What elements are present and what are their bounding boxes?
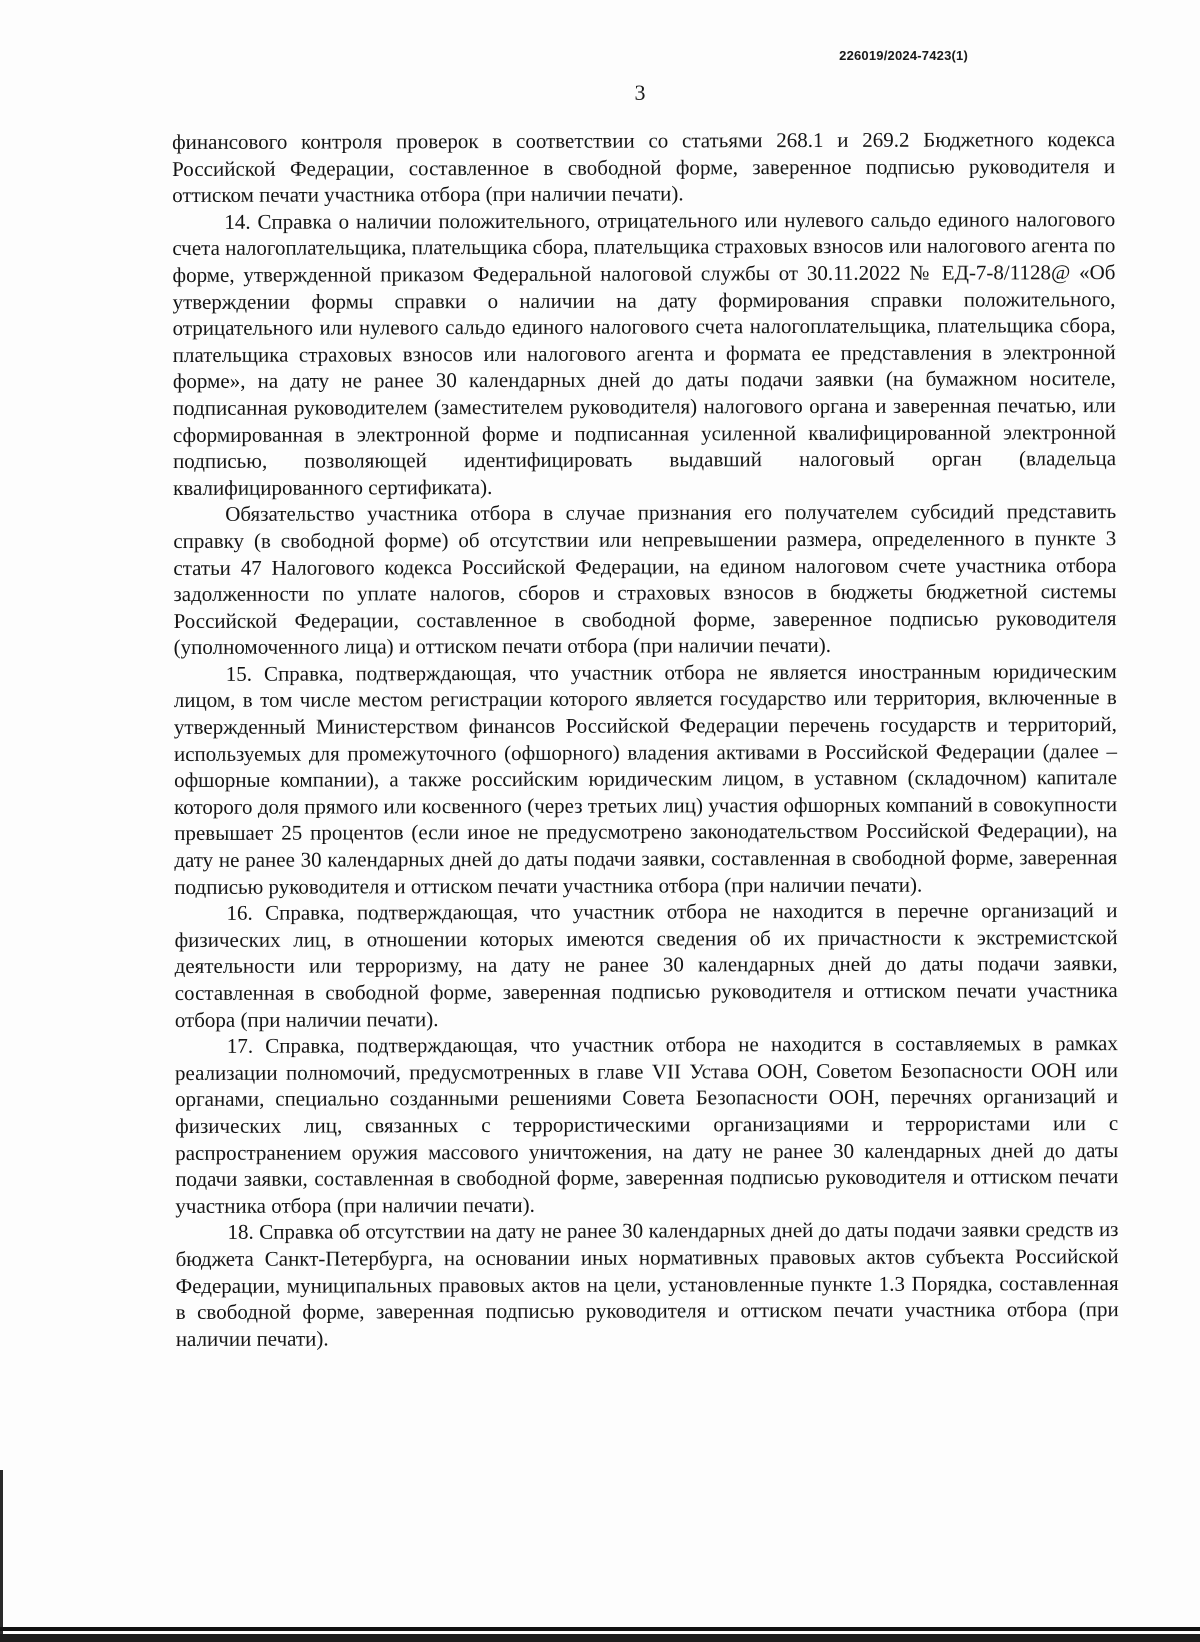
scan-left-edge-artifact xyxy=(0,1470,3,1642)
scan-bottom-line-artifact xyxy=(0,1627,1200,1631)
paragraph-item-15: 15. Справка, подтверждающая, что участник отбора не является иностранным юридическим лицом, в том числе местом регистрации которого является государство или территория, включенные в утвержденный Министерством финансов Российской Федерации перечень государств и территорий, используемых для промежуточного (офшорного) владения активами в Российской Федерации (далее – офшорные компании), а также российским юридическим лицом, в уставном (складочном) капитале которого доля прямого или косвенного (через третьих лиц) участия офшорных компаний в совокупности превышает 25 процентов (если иное не предусмотрено законодательством Российской Федерации), на дату не ранее 30 календарных дней до даты подачи заявки, составленная в свободной форме, заверенная подписью руководителя и оттиском печати участника отбора (при наличии печати). xyxy=(173,658,1118,899)
paragraph-item-17: 17. Справка, подтверждающая, что участник отбора не находится в составляемых в рамках реализации полномочий, предусмотренных в главе VII Устава ООН, Советом Безопасности ООН или органами, специально созданными решениями Совета Безопасности ООН, перечнях организаций и физических лиц, связанных с террористическими организациями и террористами или с распространением оружия массового уничтожения, на дату не ранее 30 календарных дней до даты подачи заявки, составленная в свободной форме, заверенная подписью руководителя и оттиском печати участника отбора (при наличии печати). xyxy=(174,1031,1119,1218)
paragraph-item-14: 14. Справка о наличии положительного, отрицательного или нулевого сальдо единого налогового счета налогоплательщика, плательщика сбора, плательщика страховых взносов или налогового агента по форме, утвержденной приказом Федеральной налоговой службы от 30.11.2022 № ЕД-7-8/1128@ «Об утверждении формы справки о наличии на дату формирования справки положительного, отрицательного или нулевого сальдо единого налогового счета налогоплательщика, плательщика сбора, плательщика страховых взносов или налогового агента и формата ее представления в электронной форме», на дату не ранее 30 календарных дней до даты подачи заявки (на бумажном носителе, подписанная руководителем (заместителем руководителя) налогового органа и заверенная печатью, или сформированная в электронной форме и подписанная усиленной квалифицированной электронной подписью, позволяющей идентифицировать выдавший налоговый орган (владельца квалифицированного сертификата). xyxy=(172,206,1117,500)
scan-bottom-edge-artifact xyxy=(0,1634,1200,1642)
paragraph-obligation: Обязательство участника отбора в случае признания его получателем субсидий представить справку (в свободной форме) об отсутствии или непревышении размера, определенного в пункте 3 статьи 47 Налогового кодекса Российской Федерации, на едином налоговом счете участника отбора задолженности по уплате налогов, сборов и страховых взносов в бюджеты бюджетной системы Российской Федерации, составленное в свободной форме, заверенное подписью руководителя (уполномоченного лица) и оттиском печати отбора (при наличии печати). xyxy=(173,499,1117,660)
document-body xyxy=(172,126,1119,1352)
paragraph-item-16: 16. Справка, подтверждающая, что участник отбора не находится в перечне организаций и физических лиц, в отношении которых имеются сведения об их причастности к экстремистской деятельности или терроризму, на дату не ранее 30 календарных дней до даты подачи заявки, составленная в свободной форме, заверенная подписью руководителя и оттиском печати участника отбора (при наличии печати). xyxy=(174,898,1118,1032)
page-number: 3 xyxy=(634,80,646,105)
document-registration-number: 226019/2024-7423(1) xyxy=(839,48,968,63)
paragraph-item-18: 18. Справка об отсутствии на дату не ранее 30 календарных дней до даты подачи заявки средств из бюджета Санкт-Петербурга, на основании иных нормативных правовых актов субъекта Российской Федерации, муниципальных правовых актов на цели, установленные пункте 1.3 Порядка, составленная в свободной форме, заверенная подписью руководителя и оттиском печати участника отбора (при наличии печати). xyxy=(175,1217,1119,1351)
paragraph-continuation: финансового контроля проверок в соответствии со статьями 268.1 и 269.2 Бюджетного кодекса Российской Федерации, составленное в свободной форме, заверенное подписью руководителя и оттиском печати участника отбора (при наличии печати). xyxy=(172,127,1116,208)
